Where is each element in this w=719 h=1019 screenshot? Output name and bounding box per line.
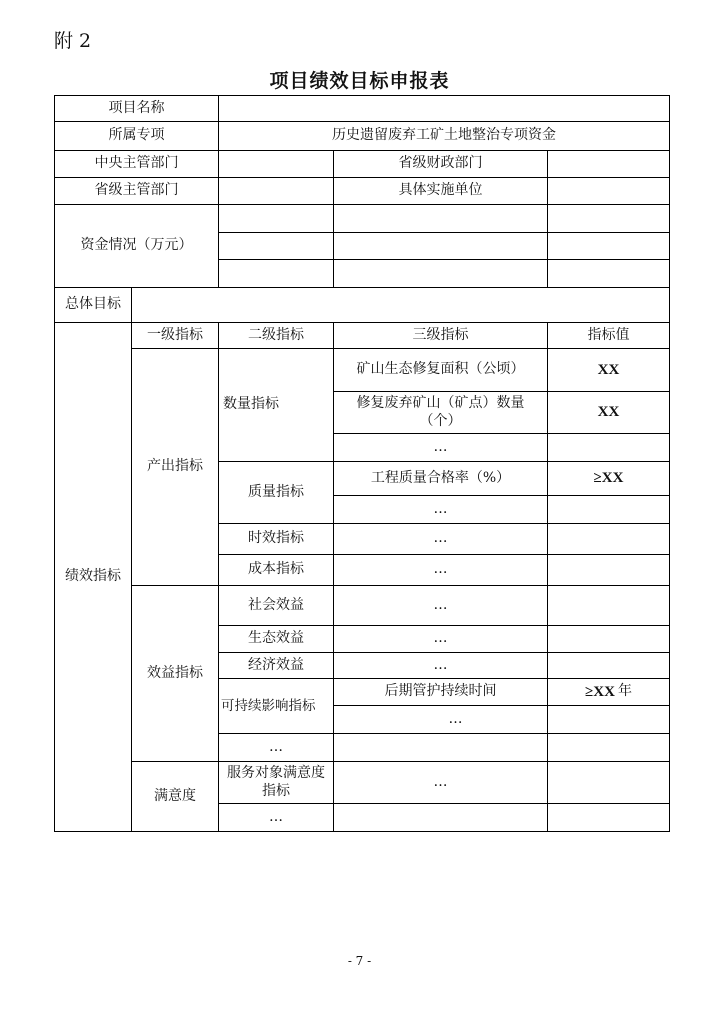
quantity-value: XX — [547, 348, 670, 392]
funds-cell — [547, 232, 670, 260]
header-value: 指标值 — [547, 322, 670, 349]
implementer-label: 具体实施单位 — [333, 177, 548, 205]
benefit-label: 效益指标 — [131, 585, 219, 762]
economic-benefit-value — [547, 652, 670, 679]
social-benefit-value — [547, 585, 670, 626]
sustainable-value — [547, 705, 670, 734]
ecological-benefit-value — [547, 625, 670, 653]
benefit-more-value — [547, 733, 670, 762]
social-benefit-indicator: … — [333, 585, 548, 626]
service-satisfaction-label: 服务对象满意度指标 — [218, 761, 334, 804]
sustainable-indicator: … — [333, 705, 548, 734]
cost-label: 成本指标 — [218, 554, 334, 586]
quantity-value: XX — [547, 391, 670, 434]
overall-goal-cell — [131, 287, 670, 323]
funds-cell — [547, 204, 670, 233]
output-label: 产出指标 — [131, 348, 219, 586]
quantity-value — [547, 433, 670, 462]
quality-value: ≥XX — [547, 461, 670, 496]
implementer-cell — [547, 177, 670, 205]
sustainable-value-number: ≥XX — [585, 683, 615, 700]
funds-label: 资金情况（万元） — [54, 204, 219, 288]
central-dept-cell — [218, 150, 334, 178]
header-level1: 一级指标 — [131, 322, 219, 349]
header-level2: 二级指标 — [218, 322, 334, 349]
page-number: - 7 - — [347, 954, 372, 968]
funds-cell — [333, 259, 548, 288]
quantity-indicator: … — [333, 433, 548, 462]
timeliness-value — [547, 523, 670, 555]
funds-cell — [218, 259, 334, 288]
funds-cell — [547, 259, 670, 288]
project-name-cell — [218, 95, 670, 122]
timeliness-label: 时效指标 — [218, 523, 334, 555]
satisfaction-label: 满意度 — [131, 761, 219, 832]
category-label: 所属专项 — [54, 121, 219, 151]
cost-indicator: … — [333, 554, 548, 586]
provincial-finance-cell — [547, 150, 670, 178]
benefit-more: … — [218, 733, 334, 762]
satisfaction-more-value — [547, 803, 670, 832]
quality-label: 质量指标 — [218, 461, 334, 524]
quantity-indicator: 修复废弃矿山（矿点）数量（个） — [333, 391, 548, 434]
service-satisfaction-value — [547, 761, 670, 804]
central-dept-label: 中央主管部门 — [54, 150, 219, 178]
form-title: 项目绩效目标申报表 — [269, 70, 450, 92]
ecological-benefit-label: 生态效益 — [218, 625, 334, 653]
quality-indicator: … — [333, 495, 548, 524]
economic-benefit-label: 经济效益 — [218, 652, 334, 679]
ecological-benefit-indicator: … — [333, 625, 548, 653]
timeliness-indicator: … — [333, 523, 548, 555]
satisfaction-more: … — [218, 803, 334, 832]
attachment-label: 附 2 — [54, 30, 92, 52]
service-satisfaction-indicator: … — [333, 761, 548, 804]
economic-benefit-indicator: … — [333, 652, 548, 679]
funds-cell — [333, 232, 548, 260]
sustainable-value — [547, 678, 670, 706]
project-name-label: 项目名称 — [54, 95, 219, 122]
provincial-dept-cell — [218, 177, 334, 205]
satisfaction-more-indicator — [333, 803, 548, 832]
overall-goal-label: 总体目标 — [54, 287, 132, 323]
social-benefit-label: 社会效益 — [218, 585, 334, 626]
provincial-dept-label: 省级主管部门 — [54, 177, 219, 205]
quality-value — [547, 495, 670, 524]
header-level3: 三级指标 — [333, 322, 548, 349]
funds-cell — [333, 204, 548, 233]
cost-value — [547, 554, 670, 586]
funds-cell — [218, 204, 334, 233]
funds-cell — [218, 232, 334, 260]
quantity-indicator: 矿山生态修复面积（公顷） — [333, 348, 548, 392]
sustainable-label: 可持续影响指标 — [218, 678, 334, 734]
provincial-finance-label: 省级财政部门 — [333, 150, 548, 178]
category-value: 历史遗留废弃工矿土地整治专项资金 — [218, 121, 670, 151]
performance-label: 绩效指标 — [54, 322, 132, 832]
sustainable-value-unit: 年 — [617, 683, 632, 700]
sustainable-indicator: 后期管护持续时间 — [333, 678, 548, 706]
quality-indicator: 工程质量合格率（%） — [333, 461, 548, 496]
benefit-more-indicator — [333, 733, 548, 762]
quantity-label: 数量指标 — [218, 348, 334, 462]
